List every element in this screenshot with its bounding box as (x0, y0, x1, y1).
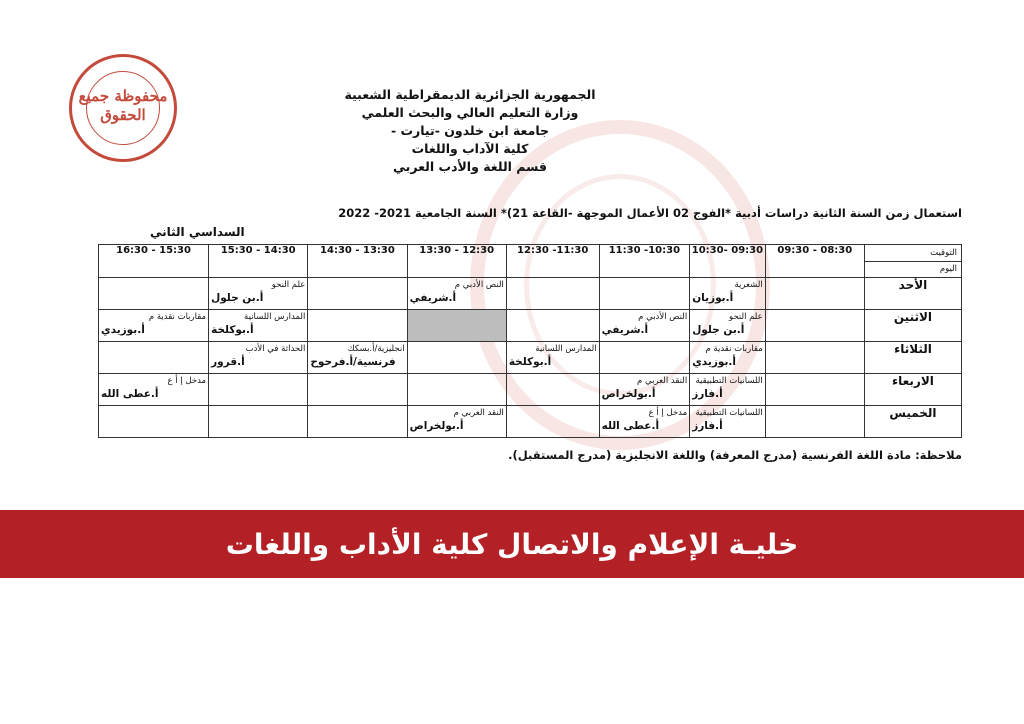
cell-subject: الحداثة في الأدب (245, 344, 306, 354)
schedule-cell (209, 342, 308, 374)
cell-teacher: أ.بوزيدي (692, 356, 736, 368)
cell-subject: النص الأدبي م (638, 312, 688, 322)
cell-teacher (408, 376, 506, 378)
cell-subject: النص الأدبي م (454, 280, 504, 290)
schedule-cell (765, 374, 864, 406)
cell-teacher (766, 376, 864, 378)
cell-teacher (766, 344, 864, 346)
cell-subject: مدخل إ أ ع (167, 376, 207, 386)
schedule-cell (690, 374, 766, 406)
schedule-cell (690, 278, 766, 310)
day-label: الثلاثاء (864, 342, 961, 374)
header-line-faculty: كلية الآداب واللغات (411, 141, 529, 156)
day-row-thursday (99, 406, 962, 438)
corner-time-label: التوقيت (930, 248, 957, 258)
timetable (98, 244, 962, 438)
cell-teacher (507, 408, 599, 410)
footer-banner (0, 510, 1024, 578)
schedule-cell (308, 278, 407, 310)
cell-teacher (99, 408, 208, 410)
schedule-cell (407, 374, 506, 406)
cell-subject: اللسانيات التطبيقية (695, 376, 763, 386)
schedule-cell (99, 406, 209, 438)
schedule-cell (308, 342, 407, 374)
cell-teacher: أ.بوزيدي (101, 324, 145, 336)
cell-teacher (766, 312, 864, 314)
cell-teacher: أ.بولخراص (409, 420, 464, 432)
time-slot: 15:30 - 16:30 (99, 245, 209, 278)
schedule-cell (99, 374, 209, 406)
schedule-cell (99, 342, 209, 374)
day-label: الاثنين (864, 310, 961, 342)
cell-teacher: أ.بوزيان (692, 292, 734, 304)
cell-teacher: أ.قرور (211, 356, 245, 368)
cell-subject: علم النحو (729, 312, 763, 322)
schedule-cell (765, 342, 864, 374)
schedule-cell (209, 374, 308, 406)
cell-subject: علم النحو (271, 280, 306, 290)
time-slot: 09:30 -10:30 (690, 245, 766, 278)
schedule-cell (209, 406, 308, 438)
schedule-cell (599, 342, 690, 374)
cell-teacher (99, 344, 208, 346)
time-slot: 14:30 - 15:30 (209, 245, 308, 278)
document-header (290, 86, 650, 176)
time-slot: 13:30 - 14:30 (308, 245, 407, 278)
schedule-cell (690, 342, 766, 374)
seal-text: محفوظة جميع الحقوق (78, 87, 168, 124)
schedule-cell (599, 374, 690, 406)
day-label: الخميس (864, 406, 961, 438)
time-slot: 11:30- 12:30 (506, 245, 599, 278)
schedule-cell (506, 342, 599, 374)
cell-teacher (308, 280, 406, 282)
schedule-cell (506, 278, 599, 310)
day-row-sunday (99, 278, 962, 310)
corner-cell (864, 245, 961, 278)
cell-subject: النقد العربي م (453, 408, 504, 418)
cell-teacher: أ.فارز (692, 420, 723, 432)
cell-teacher (408, 344, 506, 346)
corner-divider (865, 261, 961, 262)
day-row-monday (99, 310, 962, 342)
cell-teacher (766, 280, 864, 282)
schedule-cell (407, 342, 506, 374)
day-row-tuesday (99, 342, 962, 374)
schedule-cell (690, 310, 766, 342)
cell-teacher: أ.بوكلخة (211, 324, 254, 336)
cell-teacher: أ.بن جلول (692, 324, 745, 336)
footnote (40, 448, 962, 462)
schedule-cell (599, 278, 690, 310)
cell-teacher (600, 280, 690, 282)
schedule-cell (506, 374, 599, 406)
cell-teacher (507, 312, 599, 314)
header-line-department: قسم اللغة والأدب العربي (393, 159, 547, 174)
header-line-ministry: وزارة التعليم العالي والبحث العلمي (361, 105, 579, 120)
schedule-cell (407, 406, 506, 438)
day-row-wednesday (99, 374, 962, 406)
schedule-cell (308, 406, 407, 438)
cell-teacher: أ.بوكلخة (508, 356, 552, 368)
cell-teacher (408, 312, 506, 314)
corner-day-label: اليوم (939, 264, 957, 274)
cell-subject: مدخل إ أ ع (648, 408, 688, 418)
cell-teacher: أ.بولخراص (601, 388, 656, 400)
banner-title: خليـة الإعلام والاتصال كلية الأداب واللغات (225, 527, 799, 561)
cell-teacher: أ.شريفي (409, 292, 457, 304)
cell-subject: المدارس اللسانية (244, 312, 306, 322)
schedule-cell (690, 406, 766, 438)
schedule-cell (308, 310, 407, 342)
time-slot: 08:30 - 09:30 (765, 245, 864, 278)
cell-teacher (507, 280, 599, 282)
cell-teacher (507, 376, 599, 378)
cell-subject: المدارس اللسانية (535, 344, 597, 354)
cell-teacher: أ.بن جلول (211, 292, 264, 304)
schedule-cell (506, 406, 599, 438)
schedule-cell (599, 406, 690, 438)
schedule-cell (209, 278, 308, 310)
cell-subject: مقاربات نقدية م (148, 312, 207, 322)
day-label: الاربعاء (864, 374, 961, 406)
cell-teacher (308, 376, 406, 378)
cell-subject: الشعرية (734, 280, 763, 290)
schedule-cell (308, 374, 407, 406)
schedule-cell (209, 310, 308, 342)
schedule-cell (599, 310, 690, 342)
day-label: الأحد (864, 278, 961, 310)
schedule-cell (765, 406, 864, 438)
schedule-cell (506, 310, 599, 342)
footnote-line: ملاحظة: مادة اللغة الفرنسية (مدرج المعرفة) واللغة الانجليزية (مدرج المستقبل). (508, 448, 962, 462)
cell-teacher (308, 312, 406, 314)
cell-subject: النقد العربي م (637, 376, 688, 386)
time-header-row (99, 245, 962, 278)
blocked-cell (407, 310, 506, 342)
cell-teacher (99, 280, 208, 282)
header-line-university: جامعة ابن خلدون -تيارت - (390, 123, 550, 138)
cell-subject: انجليزية/أ.بسكك (347, 344, 405, 354)
schedule-cell (99, 310, 209, 342)
cell-subject: اللسانيات التطبيقية (695, 408, 763, 418)
cell-teacher: أ.شريفي (601, 324, 649, 336)
timetable-info: استعمال زمن السنة الثانية دراسات أدبية *الفوج 02 الأعمال الموجهة -القاعة 21)* السنة الجامعية 2021- 2022 (338, 206, 962, 220)
semester-label: السداسي الثاني (150, 225, 245, 239)
time-slot: 12:30 - 13:30 (407, 245, 506, 278)
cell-teacher (766, 408, 864, 410)
schedule-cell (407, 278, 506, 310)
cell-teacher: فرنسية/أ.فرحوح (310, 356, 396, 368)
cell-teacher (600, 344, 690, 346)
time-slot: 10:30- 11:30 (599, 245, 690, 278)
schedule-cell (765, 310, 864, 342)
schedule-cell (765, 278, 864, 310)
faculty-seal (69, 54, 177, 162)
cell-teacher (209, 408, 307, 410)
cell-teacher: أ.عطى الله (101, 388, 159, 400)
header-line-republic: الجمهورية الجزائرية الديمقراطية الشعبية (344, 87, 596, 102)
cell-teacher: أ.عطى الله (601, 420, 660, 432)
cell-teacher: أ.فارز (692, 388, 723, 400)
schedule-cell (99, 278, 209, 310)
cell-subject: مقاربات نقدية م (705, 344, 763, 354)
cell-teacher (308, 408, 406, 410)
cell-teacher (209, 376, 307, 378)
